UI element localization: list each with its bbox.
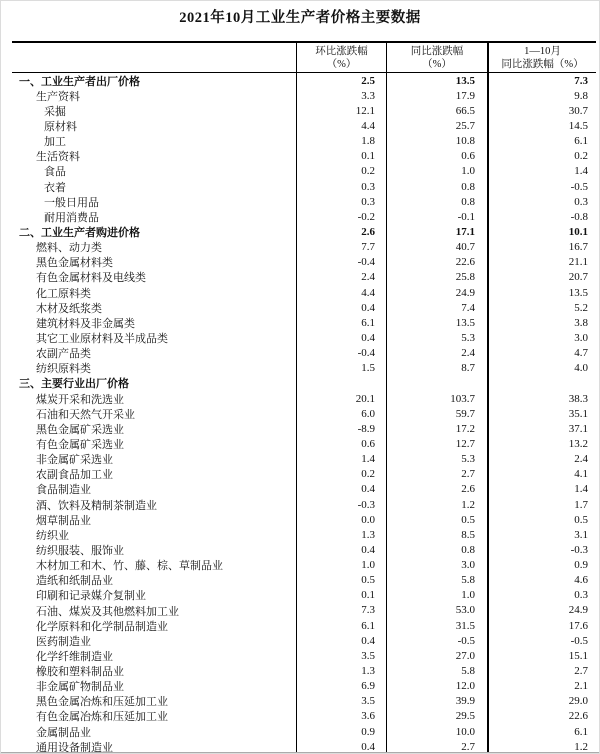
row-ytd-value: 0.9: [487, 558, 596, 573]
row-mom-value: -0.4: [296, 346, 386, 361]
col-header-mom-line1: 环比涨跌幅: [315, 45, 368, 57]
row-ytd-value: 14.5: [487, 118, 596, 133]
row-label: 二、工业生产者购进价格: [19, 226, 140, 239]
row-yoy-value: 2.7: [386, 739, 487, 754]
table-row: [12, 679, 596, 694]
row-label: 黑色金属矿采选业: [36, 423, 124, 436]
row-ytd-value: -0.3: [487, 542, 596, 557]
row-label: 非金属矿物制品业: [36, 681, 124, 694]
row-ytd-value: 24.9: [487, 603, 596, 618]
row-yoy-value: 17.9: [386, 88, 487, 103]
row-yoy-value: 12.7: [386, 436, 487, 451]
col-header-yoy-line1: 同比涨跌幅: [410, 45, 464, 57]
row-mom-value: 3.5: [296, 648, 386, 663]
table-row: [12, 452, 596, 467]
row-mom-value: 0.5: [296, 573, 386, 588]
row-ytd-value: 3.0: [487, 330, 596, 345]
row-mom-value: 1.3: [296, 663, 386, 678]
table-row: [12, 270, 596, 285]
row-ytd-value: 13.2: [487, 436, 596, 451]
table-row: [12, 73, 596, 88]
table-body: [12, 73, 596, 754]
row-mom-value: 2.6: [296, 224, 386, 239]
table-row: [12, 118, 596, 133]
col-header-yoy: [386, 43, 487, 72]
row-yoy-value: 22.6: [386, 255, 487, 270]
row-label: 通用设备制造业: [36, 741, 113, 754]
row-ytd-value: 20.7: [487, 270, 596, 285]
row-label: 化学纤维制造业: [36, 650, 113, 663]
table-row: [12, 300, 596, 315]
table-row: [12, 103, 596, 118]
col-header-yoy-line2: （%）: [422, 58, 452, 70]
row-mom-value: 0.6: [296, 436, 386, 451]
row-mom-value: 0.4: [296, 633, 386, 648]
row-yoy-value: 59.7: [386, 406, 487, 421]
row-label: 一、工业生产者出厂价格: [19, 75, 140, 88]
row-label: 木材加工和木、竹、藤、棕、草制品业: [36, 560, 223, 573]
row-yoy-value: 12.0: [386, 679, 487, 694]
row-ytd-value: 15.1: [487, 648, 596, 663]
row-label: 纺织业: [36, 529, 69, 542]
row-mom-value: 7.7: [296, 240, 386, 255]
row-label: 有色金属冶炼和压延加工业: [36, 711, 168, 724]
row-yoy-value: 31.5: [386, 618, 487, 633]
table-row: [12, 436, 596, 451]
row-mom-value: 6.1: [296, 315, 386, 330]
table-row: [12, 149, 596, 164]
row-yoy-value: 2.4: [386, 346, 487, 361]
row-label: 其它工业原材料及半成品类: [36, 332, 168, 345]
row-label: 生产资料: [36, 90, 80, 103]
col-header-ytd-line2: 同比涨跌幅（%）: [501, 58, 584, 70]
row-ytd-value: 0.5: [487, 512, 596, 527]
row-ytd-value: 2.1: [487, 679, 596, 694]
row-ytd-value: 2.7: [487, 663, 596, 678]
row-mom-value: 20.1: [296, 391, 386, 406]
row-yoy-value: 40.7: [386, 240, 487, 255]
row-label: 加工: [44, 136, 66, 149]
row-yoy-value: 5.8: [386, 573, 487, 588]
table-row: [12, 421, 596, 436]
row-label: 生活资料: [36, 151, 80, 164]
row-yoy-value: 3.0: [386, 558, 487, 573]
row-mom-value: -0.2: [296, 209, 386, 224]
table-row: [12, 330, 596, 345]
row-yoy-value: 103.7: [386, 391, 487, 406]
row-ytd-value: 17.6: [487, 618, 596, 633]
row-ytd-value: 1.4: [487, 482, 596, 497]
row-mom-value: 6.1: [296, 618, 386, 633]
row-yoy-value: 0.8: [386, 542, 487, 557]
row-label: 烟草制品业: [36, 514, 91, 527]
row-label: 农副产品类: [36, 348, 91, 361]
row-ytd-value: 21.1: [487, 255, 596, 270]
row-mom-value: 3.3: [296, 88, 386, 103]
row-ytd-value: 4.0: [487, 361, 596, 376]
row-label: 金属制品业: [36, 726, 91, 739]
row-yoy-value: 5.8: [386, 663, 487, 678]
row-label: 食品制造业: [36, 484, 91, 497]
table-row: [12, 542, 596, 557]
row-label: 化工原料类: [36, 287, 91, 300]
row-ytd-value: 3.8: [487, 315, 596, 330]
row-label: 纺织原料类: [36, 363, 91, 376]
row-ytd-value: 30.7: [487, 103, 596, 118]
row-mom-value: 3.5: [296, 694, 386, 709]
row-mom-value: 0.1: [296, 588, 386, 603]
table-row: [12, 209, 596, 224]
row-mom-value: 0.1: [296, 149, 386, 164]
row-label: 煤炭开采和洗选业: [36, 393, 124, 406]
table-row: [12, 224, 596, 239]
table-row: [12, 361, 596, 376]
row-yoy-value: 2.6: [386, 482, 487, 497]
row-label: 食品: [44, 166, 66, 179]
table-row: [12, 603, 596, 618]
table-row: [12, 497, 596, 512]
row-mom-value: 0.4: [296, 739, 386, 754]
row-yoy-value: 27.0: [386, 648, 487, 663]
table-row: [12, 663, 596, 678]
page-title: 2021年10月工业生产者价格主要数据: [179, 10, 421, 26]
row-mom-value: 0.9: [296, 724, 386, 739]
table-row: [12, 179, 596, 194]
row-mom-value: 1.8: [296, 134, 386, 149]
row-yoy-value: 2.7: [386, 467, 487, 482]
row-ytd-value: 29.0: [487, 694, 596, 709]
row-ytd-value: 0.2: [487, 149, 596, 164]
row-yoy-value: 1.0: [386, 588, 487, 603]
row-label: 非金属矿采选业: [36, 454, 113, 467]
row-ytd-value: 0.3: [487, 194, 596, 209]
table-row: [12, 558, 596, 573]
row-label: 纺织服装、服饰业: [36, 544, 124, 557]
row-label: 衣着: [44, 181, 66, 194]
row-mom-value: 1.0: [296, 558, 386, 573]
row-mom-value: 7.3: [296, 603, 386, 618]
row-label: 农副食品加工业: [36, 469, 113, 482]
table-row: [12, 134, 596, 149]
table-row: [12, 648, 596, 663]
col-header-label: [12, 43, 296, 72]
row-label: 造纸和纸制品业: [36, 575, 113, 588]
row-mom-value: 1.3: [296, 527, 386, 542]
row-mom-value: 0.0: [296, 512, 386, 527]
row-mom-value: 0.4: [296, 482, 386, 497]
row-mom-value: 1.5: [296, 361, 386, 376]
row-ytd-value: 22.6: [487, 709, 596, 724]
row-yoy-value: 1.2: [386, 497, 487, 512]
row-label: 建筑材料及非金属类: [36, 317, 135, 330]
row-ytd-value: -0.5: [487, 633, 596, 648]
col-header-ytd-line1: 1—10月: [524, 45, 561, 57]
table-row: [12, 315, 596, 330]
row-mom-value: -0.3: [296, 497, 386, 512]
row-yoy-value: -0.1: [386, 209, 487, 224]
row-yoy-value: 39.9: [386, 694, 487, 709]
table-row: [12, 573, 596, 588]
table-row: [12, 618, 596, 633]
row-label: 原材料: [44, 121, 77, 133]
row-yoy-value: [386, 376, 487, 391]
row-mom-value: 0.4: [296, 330, 386, 345]
row-label: 化学原料和化学制品制造业: [36, 620, 168, 633]
row-label: 石油、煤炭及其他燃料加工业: [36, 605, 179, 618]
table-row: [12, 346, 596, 361]
row-mom-value: 4.4: [296, 118, 386, 133]
table-row: [12, 164, 596, 179]
table-row: [12, 694, 596, 709]
row-yoy-value: 5.3: [386, 330, 487, 345]
row-yoy-value: 1.0: [386, 164, 487, 179]
row-label: 有色金属矿采选业: [36, 438, 124, 451]
row-label: 耐用消费品: [44, 211, 99, 224]
table-row: [12, 88, 596, 103]
row-label: 三、主要行业出厂价格: [19, 378, 129, 391]
row-label: 燃料、动力类: [36, 242, 102, 255]
row-yoy-value: 25.8: [386, 270, 487, 285]
row-yoy-value: 0.8: [386, 194, 487, 209]
table-row: [12, 588, 596, 603]
row-ytd-value: 10.1: [487, 224, 596, 239]
row-mom-value: 0.2: [296, 164, 386, 179]
table-row: [12, 255, 596, 270]
table-row: [12, 724, 596, 739]
row-mom-value: -0.4: [296, 255, 386, 270]
table-row: [12, 482, 596, 497]
row-mom-value: 0.2: [296, 467, 386, 482]
row-label: 木材及纸浆类: [36, 302, 102, 315]
row-yoy-value: -0.5: [386, 633, 487, 648]
row-mom-value: 0.3: [296, 179, 386, 194]
row-ytd-value: 9.8: [487, 88, 596, 103]
table-bottom-cut-line: [1, 752, 599, 753]
row-ytd-value: 16.7: [487, 240, 596, 255]
table-row: [12, 527, 596, 542]
row-label: 黑色金属冶炼和压延加工业: [36, 696, 168, 709]
row-yoy-value: 17.1: [386, 224, 487, 239]
row-label: 有色金属材料及电线类: [36, 272, 146, 285]
row-mom-value: 0.4: [296, 300, 386, 315]
row-yoy-value: 53.0: [386, 603, 487, 618]
row-yoy-value: 0.8: [386, 179, 487, 194]
row-yoy-value: 8.7: [386, 361, 487, 376]
row-ytd-value: -0.5: [487, 179, 596, 194]
row-ytd-value: 4.6: [487, 573, 596, 588]
row-ytd-value: 6.1: [487, 134, 596, 149]
row-label: 黑色金属材料类: [36, 257, 113, 270]
row-label: 一般日用品: [44, 196, 99, 209]
row-ytd-value: 6.1: [487, 724, 596, 739]
table-row: [12, 194, 596, 209]
row-label: 酒、饮料及精制茶制造业: [36, 499, 157, 512]
row-ytd-value: 5.2: [487, 300, 596, 315]
table-header-row: [12, 41, 596, 73]
table-row: [12, 512, 596, 527]
row-ytd-value: 1.2: [487, 739, 596, 754]
row-yoy-value: 25.7: [386, 118, 487, 133]
row-ytd-value: 3.1: [487, 527, 596, 542]
row-yoy-value: 0.5: [386, 512, 487, 527]
row-ytd-value: 38.3: [487, 391, 596, 406]
row-mom-value: -8.9: [296, 421, 386, 436]
row-ytd-value: 35.1: [487, 406, 596, 421]
row-ytd-value: [487, 376, 596, 391]
row-yoy-value: 10.8: [386, 134, 487, 149]
row-yoy-value: 13.5: [386, 73, 487, 88]
table-row: [12, 406, 596, 421]
col-header-mom-line2: （%）: [326, 58, 357, 70]
row-mom-value: 1.4: [296, 452, 386, 467]
row-label: 采掘: [44, 105, 66, 118]
row-mom-value: 6.9: [296, 679, 386, 694]
row-mom-value: 0.4: [296, 542, 386, 557]
row-mom-value: 6.0: [296, 406, 386, 421]
row-ytd-value: 37.1: [487, 421, 596, 436]
row-ytd-value: 7.3: [487, 73, 596, 88]
row-yoy-value: 7.4: [386, 300, 487, 315]
row-yoy-value: 5.3: [386, 452, 487, 467]
row-mom-value: 0.3: [296, 194, 386, 209]
row-ytd-value: 0.3: [487, 588, 596, 603]
table-row: [12, 709, 596, 724]
row-ytd-value: 1.7: [487, 497, 596, 512]
row-yoy-value: 17.2: [386, 421, 487, 436]
table-row: [12, 240, 596, 255]
row-label: 石油和天然气开采业: [36, 408, 135, 421]
row-yoy-value: 13.5: [386, 315, 487, 330]
row-ytd-value: 13.5: [487, 285, 596, 300]
row-yoy-value: 8.5: [386, 527, 487, 542]
table-row: [12, 285, 596, 300]
row-yoy-value: 0.6: [386, 149, 487, 164]
col-header-mom: [296, 43, 386, 72]
col-header-ytd: [487, 43, 596, 72]
row-label: 医药制造业: [36, 635, 91, 648]
row-ytd-value: -0.8: [487, 209, 596, 224]
table-row: [12, 391, 596, 406]
table-row: [12, 467, 596, 482]
row-mom-value: 2.5: [296, 73, 386, 88]
row-mom-value: 4.4: [296, 285, 386, 300]
row-mom-value: [296, 376, 386, 391]
table-row: [12, 376, 596, 391]
row-mom-value: 2.4: [296, 270, 386, 285]
row-label: 橡胶和塑料制品业: [36, 666, 124, 679]
row-mom-value: 3.6: [296, 709, 386, 724]
data-table: [12, 41, 596, 754]
row-ytd-value: 2.4: [487, 452, 596, 467]
row-yoy-value: 10.0: [386, 724, 487, 739]
row-ytd-value: 1.4: [487, 164, 596, 179]
row-yoy-value: 66.5: [386, 103, 487, 118]
row-label: 印刷和记录媒介复制业: [36, 590, 146, 603]
table-row: [12, 633, 596, 648]
row-ytd-value: 4.1: [487, 467, 596, 482]
row-yoy-value: 24.9: [386, 285, 487, 300]
row-yoy-value: 29.5: [386, 709, 487, 724]
row-ytd-value: 4.7: [487, 346, 596, 361]
row-mom-value: 12.1: [296, 103, 386, 118]
